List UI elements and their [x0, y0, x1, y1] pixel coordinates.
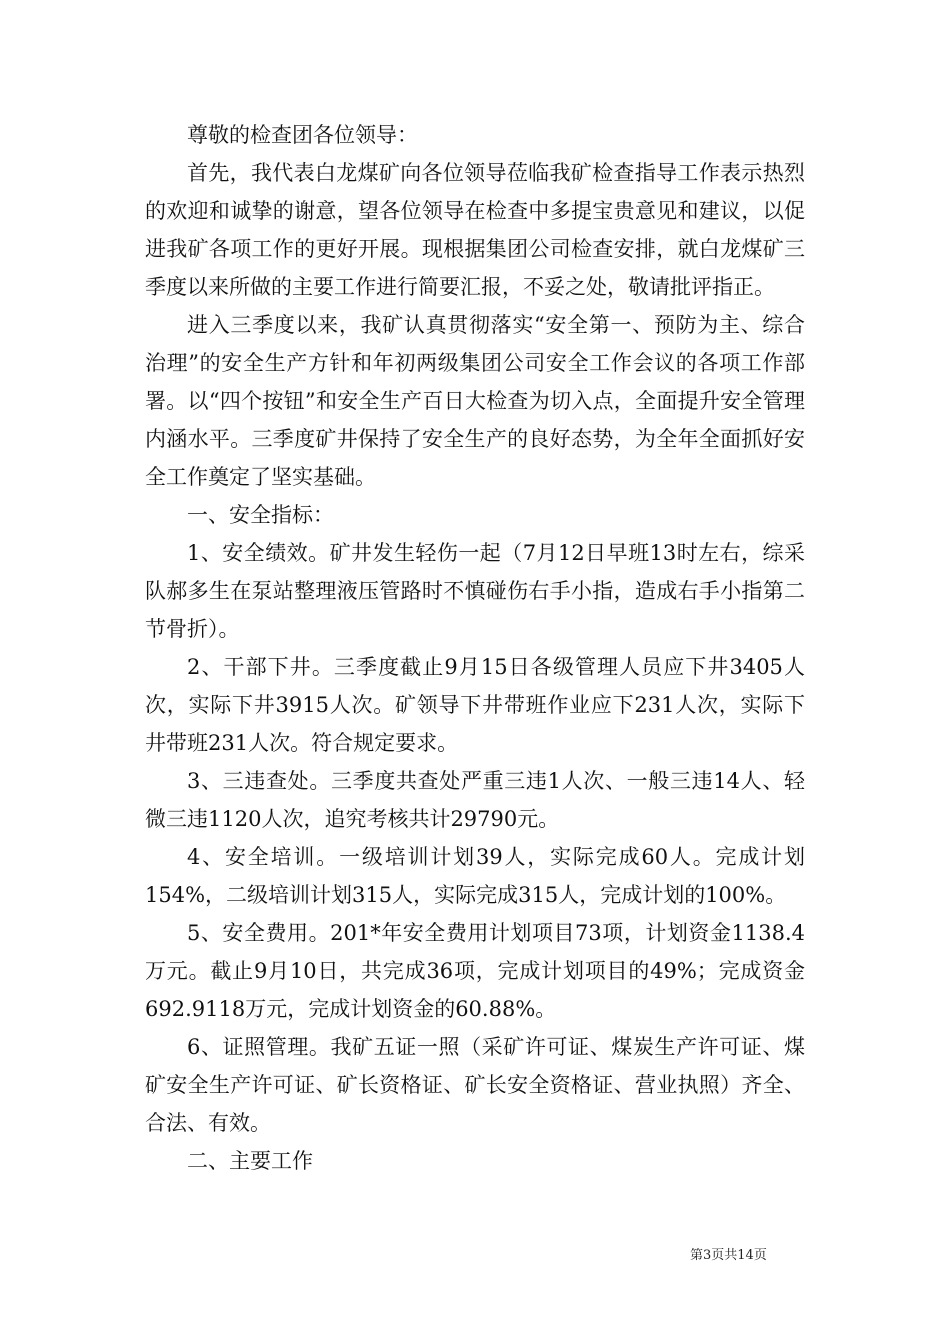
item-cadre-underground: 2、干部下井。三季度截止9月15日各级管理人员应下井3405人次，实际下井3915人次。矿领导下井带班作业应下231人次，实际下井带班231人次。符合规定要求。	[145, 655, 805, 755]
item-violations: 3、三违查处。三季度共查处严重三违1人次、一般三违14人、轻微三违1120人次，追究考核共计29790元。	[145, 769, 805, 831]
opening-paragraph: 首先，我代表白龙煤矿向各位领导莅临我矿检查指导工作表示热烈的欢迎和诚挚的谢意，望各位领导在检查中多提宝贵意见和建议，以促进我矿各项工作的更好开展。现根据集团公司检查安排，就白龙煤矿三季度以来所做的主要工作进行简要汇报，不妥之处，敬请批评指正。	[145, 161, 805, 299]
item-license-management: 6、证照管理。我矿五证一照（采矿许可证、煤炭生产许可证、煤矿安全生产许可证、矿长资格证、矿长安全资格证、营业执照）齐全、合法、有效。	[145, 1035, 805, 1135]
item-safety-costs: 5、安全费用。201*年安全费用计划项目73项，计划资金1138.4万元。截止9月10日，共完成36项，完成计划项目的49%；完成资金692.9118万元，完成计划资金的60.88%。	[145, 921, 805, 1021]
document-body	[145, 116, 805, 1180]
overview-paragraph: 进入三季度以来，我矿认真贯彻落实“安全第一、预防为主、综合治理”的安全生产方针和年初两级集团公司安全工作会议的各项工作部署。以“四个按钮”和安全生产百日大检查为切入点，全面提升安全管理内涵水平。三季度矿井保持了安全生产的良好态势，为全年全面抓好安全工作奠定了坚实基础。	[145, 313, 805, 489]
section-heading-safety-indicators: 一、安全指标：	[187, 503, 334, 527]
item-safety-training: 4、安全培训。一级培训计划39人，实际完成60人。完成计划154%，二级培训计划315人，实际完成315人，完成计划的100%。	[145, 845, 805, 907]
page-number: 第3页共14页	[690, 1248, 767, 1263]
item-safety-performance: 1、安全绩效。矿井发生轻伤一起（7月12日早班13时左右，综采队郝多生在泵站整理液压管路时不慎碰伤右手小指，造成右手小指第二节骨折）。	[145, 541, 805, 641]
section-heading-main-work: 二、主要工作	[187, 1149, 313, 1173]
salutation: 尊敬的检查团各位领导：	[187, 123, 418, 147]
